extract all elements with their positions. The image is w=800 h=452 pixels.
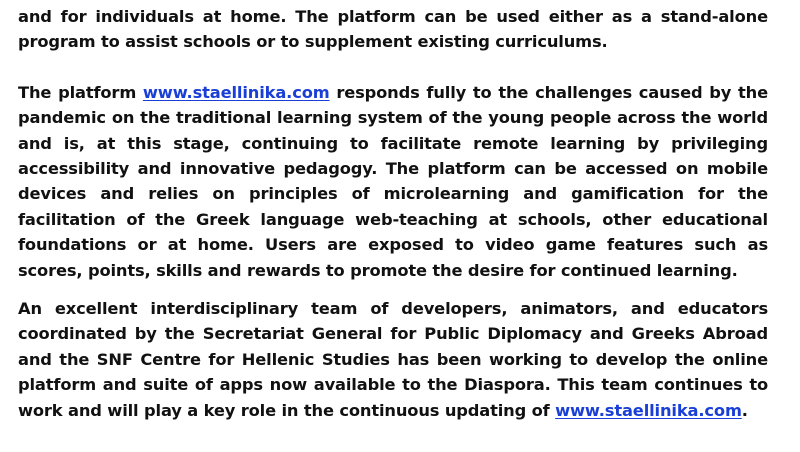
staellinika-link[interactable]: www.staellinika.com: [142, 82, 330, 102]
document-body: [18, 4, 768, 423]
paragraph-spacer: [18, 283, 768, 296]
paragraph-text: and for individuals at home. The platform can be used either as a stand-alone program to assist schools or to supplement existing curriculums.: [18, 7, 768, 52]
paragraph-text-after-link: responds fully to the challenges caused by the pandemic on the traditional learning system of the young people across the world and is, at this stage, continuing to facilitate remote learning by privileging accessibility and innovative pedagogy. The platform can be accessed on mobile devices and relies on principles of microlearning and gamification for the facilitation of the Greek language web-teaching at schools, other educational foundations or at home. Users are exposed to video game features such as scores, points, skills and rewards to promote the desire for continued learning.: [18, 82, 768, 280]
staellinika-link-footer[interactable]: www.staellinika.com: [555, 400, 742, 420]
paragraph-text-before-link: An excellent interdisciplinary team of developers, animators, and educators coordinated by the Secretariat General for Public Diplomacy and Greeks Abroad and the SNF Centre for Hellenic Studies has been working to develop the online platform and suite of apps now available to the Diaspora. This team continues to work and will play a key role in the continuous updating of: [18, 299, 768, 420]
paragraph-spacer: [18, 55, 768, 80]
paragraph-team-description: [18, 296, 768, 423]
paragraph-intro-continuation: [18, 4, 768, 55]
paragraph-text-before-link: The platform: [18, 82, 143, 102]
paragraph-text-after-link: .: [741, 400, 748, 420]
paragraph-platform-description: [18, 80, 768, 283]
